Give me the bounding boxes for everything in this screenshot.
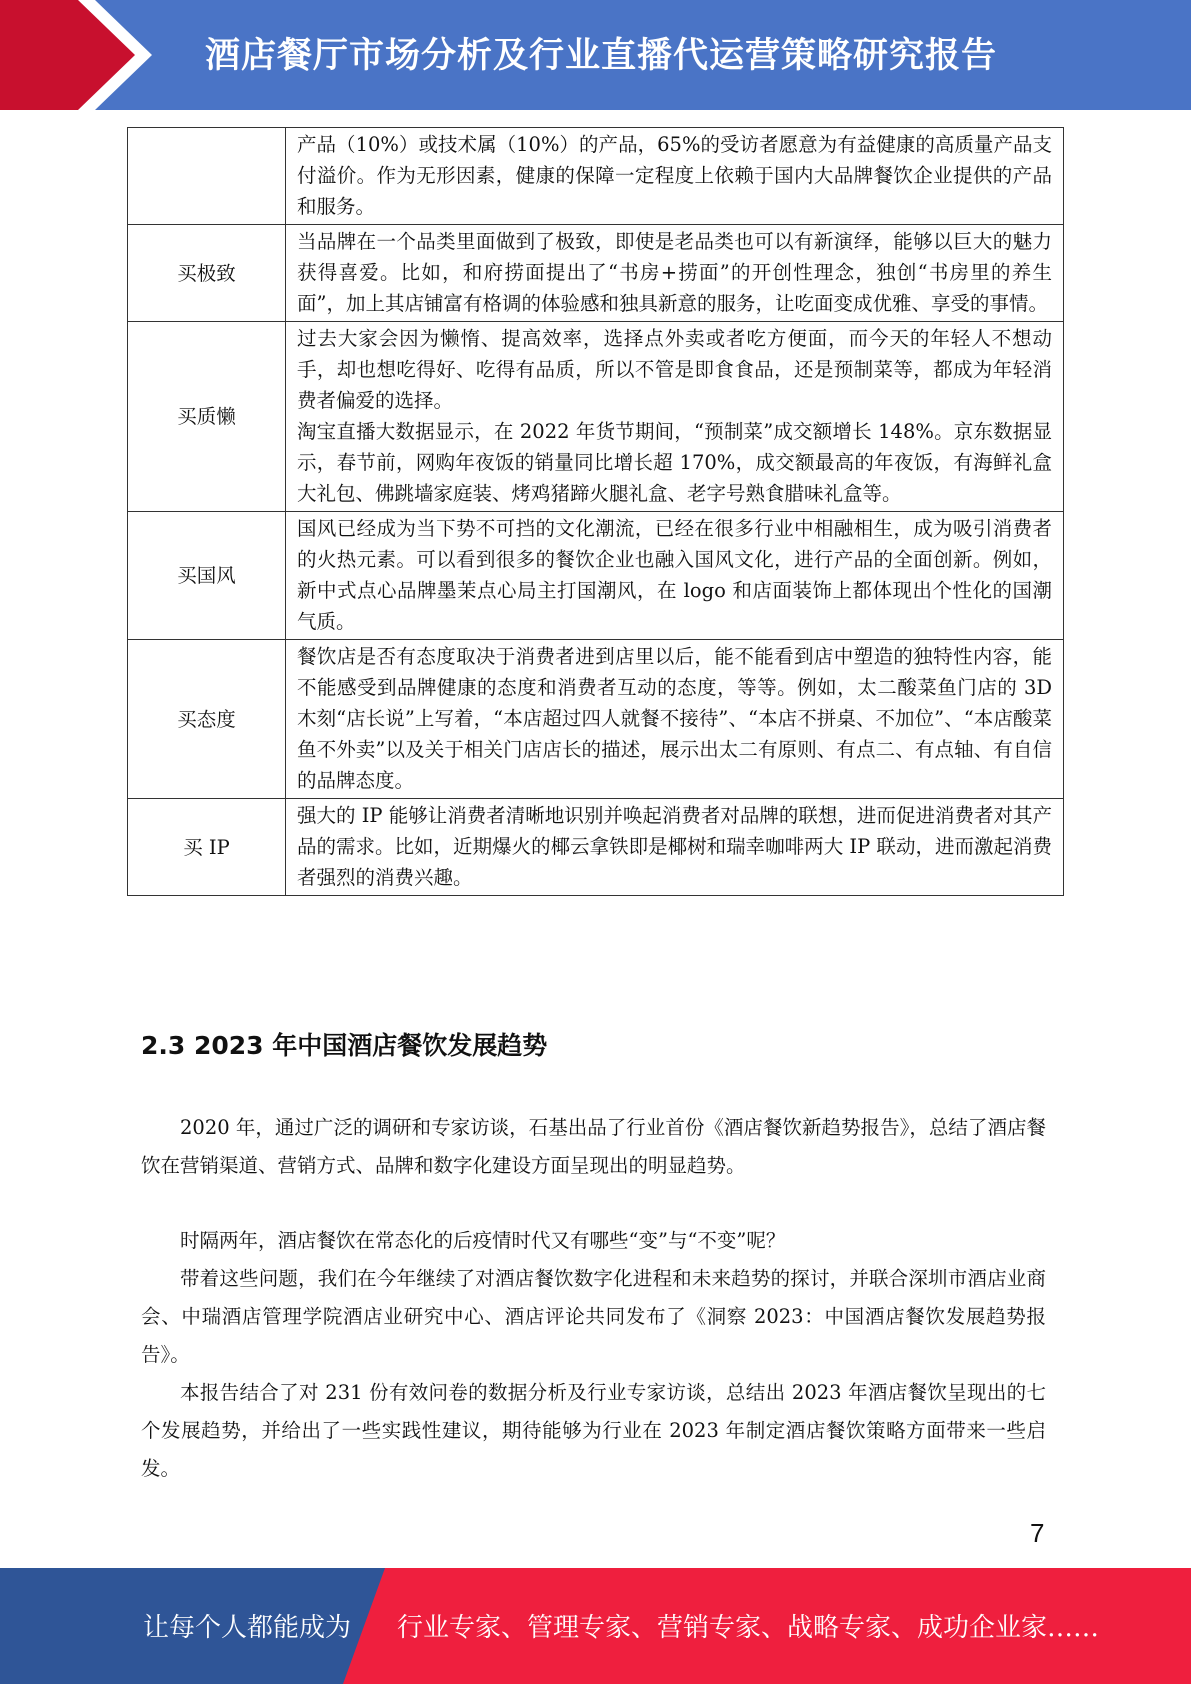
table-row: [128, 640, 1064, 799]
trend-description-cell: [286, 128, 1064, 225]
trend-label-cell: 买质懒: [128, 322, 286, 512]
cell-paragraph: 产品（10%）或技术属（10%）的产品，65%的受访者愿意为有益健康的高质量产品支付溢价。作为无形因素，健康的保障一定程度上依赖于国内大品牌餐饮企业提供的产品和服务。: [297, 133, 1052, 218]
page-header: [0, 0, 1191, 110]
table-row: [128, 225, 1064, 322]
trend-description-cell: [286, 512, 1064, 640]
table-row: [128, 799, 1064, 896]
trend-description-cell: [286, 640, 1064, 799]
cell-paragraph: 国风已经成为当下势不可挡的文化潮流，已经在很多行业中相融相生，成为吸引消费者的火热元素。可以看到很多的餐饮企业也融入国风文化，进行产品的全面创新。例如，新中式点心品牌墨茉点心局主打国潮风，在 logo 和店面装饰上都体现出个性化的国潮气质。: [297, 517, 1052, 633]
table-row: [128, 512, 1064, 640]
trend-label-cell: 买 IP: [128, 799, 286, 896]
cell-paragraph: 过去大家会因为懒惰、提高效率，选择点外卖或者吃方便面，而今天的年轻人不想动手，却也想吃得好、吃得有品质，所以不管是即食食品，还是预制菜等，都成为年轻消费者偏爱的选择。: [297, 327, 1052, 412]
section-heading: 2.3 2023 年中国酒店餐饮发展趋势: [141, 1031, 548, 1060]
page-footer: [0, 1568, 1191, 1684]
consumer-trend-table: [127, 127, 1064, 896]
cell-paragraph: 淘宝直播大数据显示，在 2022 年货节期间，“预制菜”成交额增长 148%。京东数据显示，春节前，网购年夜饭的销量同比增长超 170%，成交额最高的年夜饭，有海鲜礼盒大礼包、佛跳墙家庭装、烤鸡猪蹄火腿礼盒、老字号熟食腊味礼盒等。: [297, 420, 1052, 505]
trend-label-cell: 买态度: [128, 640, 286, 799]
paragraph: 本报告结合了对 231 份有效问卷的数据分析及行业专家访谈，总结出 2023 年酒店餐饮呈现出的七个发展趋势，并给出了一些实践性建议，期待能够为行业在 2023 年制定酒店餐饮策略方面带来一些启发。: [141, 1381, 1046, 1480]
table-row: [128, 322, 1064, 512]
page-number: 7: [1030, 1518, 1045, 1548]
paragraph: 2020 年，通过广泛的调研和专家访谈，石基出品了行业首份《酒店餐饮新趋势报告》，总结了酒店餐饮在营销渠道、营销方式、品牌和数字化建设方面呈现出的明显趋势。: [141, 1116, 1046, 1177]
cell-paragraph: 餐饮店是否有态度取决于消费者进到店里以后，能不能看到店中塑造的独特性内容，能不能感受到品牌健康的态度和消费者互动的态度，等等。例如，太二酸菜鱼门店的 3D 木刻“店长说”上写着，“本店超过四人就餐不接待”、“本店不拼桌、不加位”、“本店酸菜鱼不外卖”以及关于相关门店店长的描述，展示出太二有原则、有点二、有点轴、有自信的品牌态度。: [297, 645, 1052, 792]
trend-description-cell: [286, 225, 1064, 322]
footer-slogan-right: 行业专家、管理专家、营销专家、战略专家、成功企业家……: [397, 1613, 1100, 1643]
paragraph: 时隔两年，酒店餐饮在常态化的后疫情时代又有哪些“变”与“不变”呢？: [180, 1229, 786, 1252]
trend-label-cell: 买国风: [128, 512, 286, 640]
trend-label-cell: [128, 128, 286, 225]
header-title: 酒店餐厅市场分析及行业直播代运营策略研究报告: [205, 36, 998, 76]
trend-description-cell: [286, 322, 1064, 512]
paragraph: 带着这些问题，我们在今年继续了对酒店餐饮数字化进程和未来趋势的探讨，并联合深圳市酒店业商会、中瑞酒店管理学院酒店业研究中心、酒店评论共同发布了《洞察 2023：中国酒店餐饮发展趋势报告》。: [141, 1267, 1046, 1366]
cell-paragraph: 强大的 IP 能够让消费者清晰地识别并唤起消费者对品牌的联想，进而促进消费者对其产品的需求。比如，近期爆火的椰云拿铁即是椰树和瑞幸咖啡两大 IP 联动，进而激起消费者强烈的消费兴趣。: [297, 804, 1052, 889]
trend-description-cell: [286, 799, 1064, 896]
section-body-group-2: [141, 1222, 1046, 1488]
cell-paragraph: 当品牌在一个品类里面做到了极致，即使是老品类也可以有新演绎，能够以巨大的魅力获得喜爱。比如，和府捞面提出了“书房+捞面”的开创性理念，独创“书房里的养生面”，加上其店铺富有格调的体验感和独具新意的服务，让吃面变成优雅、享受的事情。: [297, 230, 1052, 315]
footer-slogan-left: 让每个人都能成为: [143, 1613, 352, 1643]
section-body-group-1: [141, 1109, 1046, 1185]
trend-label-cell: 买极致: [128, 225, 286, 322]
table-row: [128, 128, 1064, 225]
